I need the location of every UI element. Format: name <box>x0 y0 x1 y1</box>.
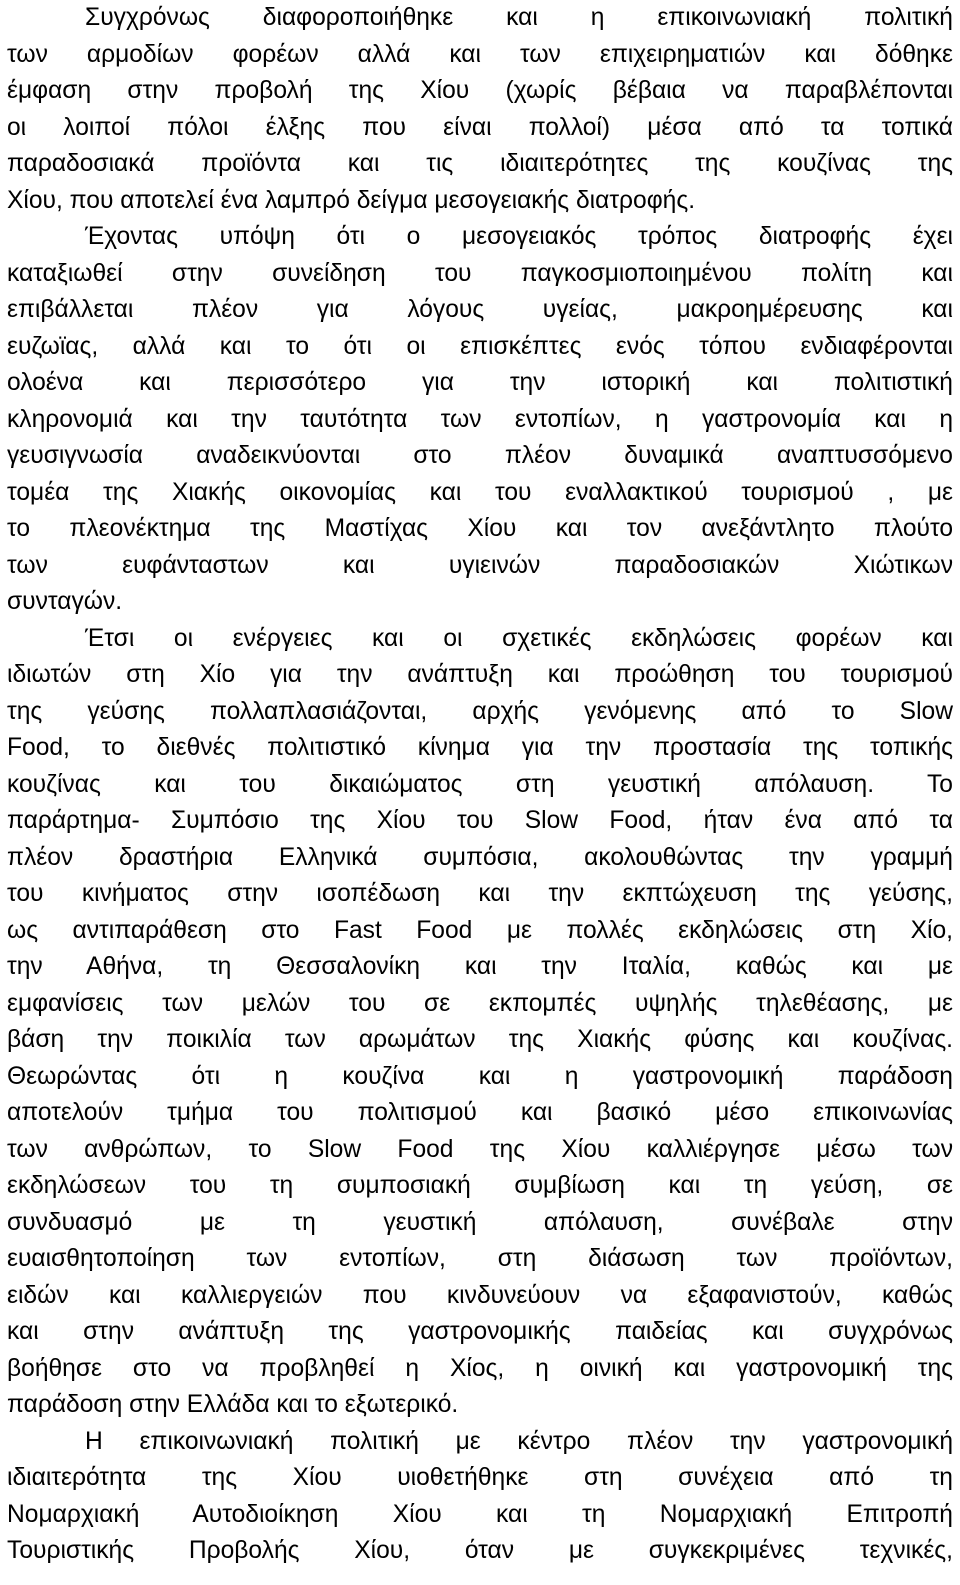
text-line: Έτσι οι ενέργειες και οι σχετικές εκδηλώσεις φορέων και <box>85 624 953 652</box>
text-line: συνδυασμό με τη γευστική απόλαυση, συνέβαλε στην <box>7 1208 953 1236</box>
text-line: των ανθρώπων, το Slow Food της Χίου καλλιέργησε μέσω των <box>7 1135 953 1163</box>
text-line: ως αντιπαράθεση στο Fast Food με πολλές εκδηλώσεις στη Χίο, <box>7 916 953 944</box>
text-line: Food, το διεθνές πολιτιστικό κίνημα για την προστασία της τοπικής <box>7 734 953 761</box>
text-line: Τουριστικής Προβολής Χίου, όταν με συγκεκριμένες τεχνικές, <box>7 1537 953 1564</box>
text-line: Χίου, που αποτελεί ένα λαμπρό δείγμα μεσογειακής διατροφής. <box>7 186 696 214</box>
text-line: πλέον δραστήρια Ελληνικά συμπόσια, ακολουθώντας την γραμμή <box>7 843 953 871</box>
text-line: το πλεονέκτημα της Μαστίχας Χίου και τον ανεξάντλητο πλούτο <box>7 515 953 542</box>
text-line: εμφανίσεις των μελών του σε εκπομπές υψηλής τηλεθέασης, με <box>7 989 953 1017</box>
text-line: Θεωρώντας ότι η κουζίνα και η γαστρονομική παράδοση <box>7 1062 953 1090</box>
text-line: ιδιωτών στη Χίο για την ανάπτυξη και προώθηση του τουρισμού <box>7 661 953 688</box>
text-line: βοήθησε στο να προβληθεί η Χίος, η οινική και γαστρονομική της <box>7 1354 953 1382</box>
text-line: των ευφάνταστων και υγιεινών παραδοσιακών Χιώτικων <box>7 551 953 579</box>
text-line: ολοένα και περισσότερο για την ιστορική και πολιτιστική <box>7 369 953 396</box>
text-line: και στην ανάπτυξη της γαστρονομικής παιδείας και συγχρόνως <box>7 1318 953 1345</box>
text-line: επιβάλλεται πλέον για λόγους υγείας, μακροημέρευσης και <box>7 296 953 323</box>
text-line: Συγχρόνως διαφοροποιήθηκε και η επικοινωνιακή πολιτική <box>85 4 953 31</box>
text-line: Η επικοινωνιακή πολιτική με κέντρο πλέον την γαστρονομική <box>85 1427 953 1455</box>
text-line: των αρμοδίων φορέων αλλά και των επιχειρηματιών και δόθηκε <box>7 40 953 68</box>
text-line: Έχοντας υπόψη ότι ο μεσογειακός τρόπος διατροφής έχει <box>85 223 953 250</box>
text-line: κληρονομιά και την ταυτότητα των εντοπίων, η γαστρονομία και η <box>7 405 953 433</box>
text-line: ευζωϊας, αλλά και το ότι οι επισκέπτες ενός τόπου ενδιαφέρονται <box>7 332 953 360</box>
text-line: βάση την ποικιλία των αρωμάτων της Χιακής φύσης και κουζίνας. <box>7 1026 953 1053</box>
text-line: την Αθήνα, τη Θεσσαλονίκη και την Ιταλία, καθώς και με <box>7 953 953 980</box>
text-line: συνταγών. <box>7 588 123 615</box>
text-line: έμφαση στην προβολή της Χίου (χωρίς βέβαια να παραβλέπονται <box>7 77 953 104</box>
text-line: οι λοιποί πόλοι έλξης που είναι πολλοί) μέσα από τα τοπικά <box>7 113 953 141</box>
text-line: καταξιωθεί στην συνείδηση του παγκοσμιοποιημένου πολίτη και <box>7 259 953 287</box>
text-line: ειδών και καλλιεργειών που κινδυνεύουν να εξαφανιστούν, καθώς <box>7 1281 953 1309</box>
text-line: της γεύσης πολλαπλασιάζονται, αρχής γενόμενης από το Slow <box>7 697 953 725</box>
text-line: του κινήματος στην ισοπέδωση και την εκπτώχευση της γεύσης, <box>7 880 953 907</box>
text-line: αποτελούν τμήμα του πολιτισμού και βασικό μέσο επικοινωνίας <box>7 1099 953 1126</box>
text-line: κουζίνας και του δικαιώματος στη γευστική απόλαυση. Το <box>7 770 953 798</box>
text-line: παραδοσιακά προϊόντα και τις ιδιαιτερότητες της κουζίνας της <box>7 150 953 177</box>
text-line: Νομαρχιακή Αυτοδιοίκηση Χίου και τη Νομαρχιακή Επιτροπή <box>7 1500 953 1528</box>
text-line: εκδηλώσεων του τη συμποσιακή συμβίωση και τη γεύση, σε <box>7 1172 953 1199</box>
text-line: παράδοση στην Ελλάδα και το εξωτερικό. <box>7 1391 459 1418</box>
text-line: παράρτημα- Συμπόσιο της Χίου του Slow Food, ήταν ένα από τα <box>7 807 953 834</box>
text-line: ιδιαιτερότητα της Χίου υιοθετήθηκε στη συνέχεια από τη <box>7 1464 953 1491</box>
text-line: ευαισθητοποίηση των εντοπίων, στη διάσωση των προϊόντων, <box>7 1245 953 1272</box>
text-line: τομέα της Χιακής οικονομίας και του εναλλακτικού τουρισμού , με <box>7 478 953 506</box>
text-line: γευσιγνωσία αναδεικνύονται στο πλέον δυναμικά αναπτυσσόμενο <box>7 442 953 469</box>
